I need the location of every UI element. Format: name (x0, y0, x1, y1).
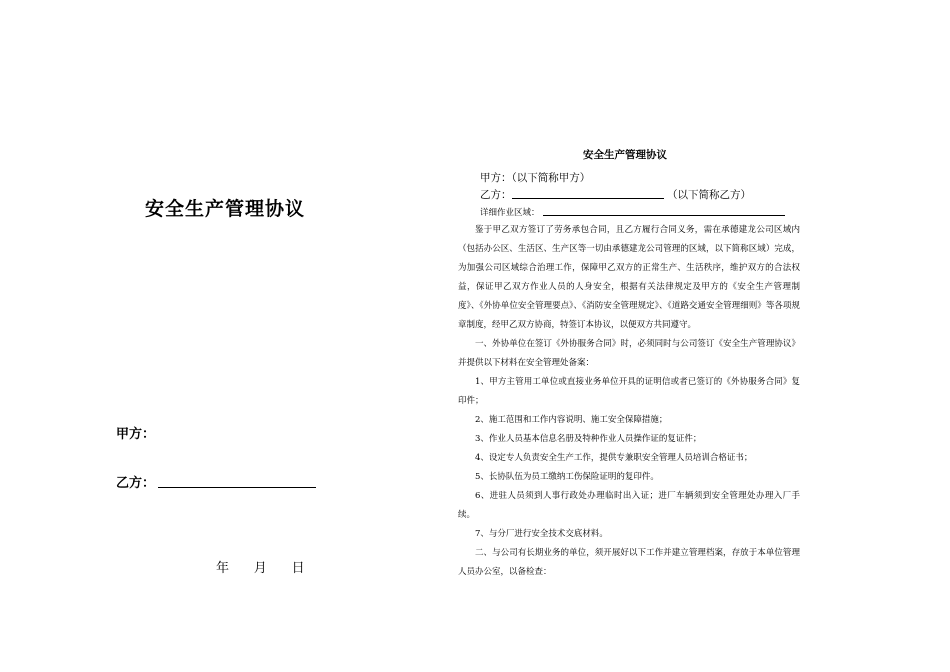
body-paragraph: 5、长协队伍为员工缴纳工伤保险证明的复印件。 (475, 472, 659, 482)
agreement-body (458, 221, 800, 582)
body-paragraph: 2、施工范围和工作内容说明、施工安全保障措施； (475, 415, 668, 425)
party-b-label: 乙方： (480, 189, 512, 201)
body-paragraph: 1、甲方主管用工单位或直接业务单位开具的证明信或者已签订的《外协服务合同》复印件； (458, 377, 800, 406)
cover-party-b-underline (158, 487, 316, 488)
body-paragraph: 6、进驻人员须到人事行政处办理临时出入证；进厂车辆须到安全管理处办理入厂手续。 (458, 491, 800, 520)
cover-title: 安全生产管理协议 (144, 198, 305, 220)
body-paragraph: 7、与分厂进行安全技术交底材料。 (475, 529, 608, 539)
cover-party-a-label: 甲方： (116, 427, 156, 442)
body-paragraph: 3、作业人员基本信息名册及特种作业人员操作证的复证件； (475, 434, 702, 444)
body-paragraph: 鉴于甲乙双方签订了劳务承包合同，且乙方履行合同义务，需在承德建龙公司区域内（包括办公区、生活区、生产区等一切由承德建龙公司管理的区域，以下简称区域）完成，为加强公司区域综合治理工作，保障甲乙双方的正常生产、生活秩序，维护双方的合法权益，保证甲乙双方作业人员的人身安全，根据有关法律规定及甲方的《安全生产管理制度》、《外协单位安全管理要点》、《消防安全管理规定》、《道路交通安全管理细则》等各项规章制度，经甲乙双方协商，特签订本协议，以便双方共同遵守。 (458, 225, 800, 330)
party-b-suffix: （以下简称乙方） (667, 189, 751, 201)
cover-date: 年 月 日 (216, 561, 305, 576)
work-area-label: 详细作业区域： (480, 208, 540, 218)
body-paragraph: 一、外协单位在签订《外协服务合同》时，必须同时与公司签订《安全生产管理协议》并提供以下材料在安全管理处备案： (458, 339, 800, 368)
cover-party-b-label: 乙方： (116, 476, 156, 491)
party-b-underline (512, 198, 664, 199)
party-a-line: 甲方：（以下简称甲方） (480, 172, 591, 184)
body-paragraph: 二、与公司有长期业务的单位，须开展好以下工作并建立管理档案，存放于本单位管理人员办公室，以备检查： (458, 548, 800, 577)
work-area-underline (543, 215, 785, 216)
body-paragraph: 4、设定专人负责安全生产工作，提供专兼职安全管理人员培训合格证书； (475, 453, 753, 463)
agreement-title: 安全生产管理协议 (583, 149, 667, 161)
